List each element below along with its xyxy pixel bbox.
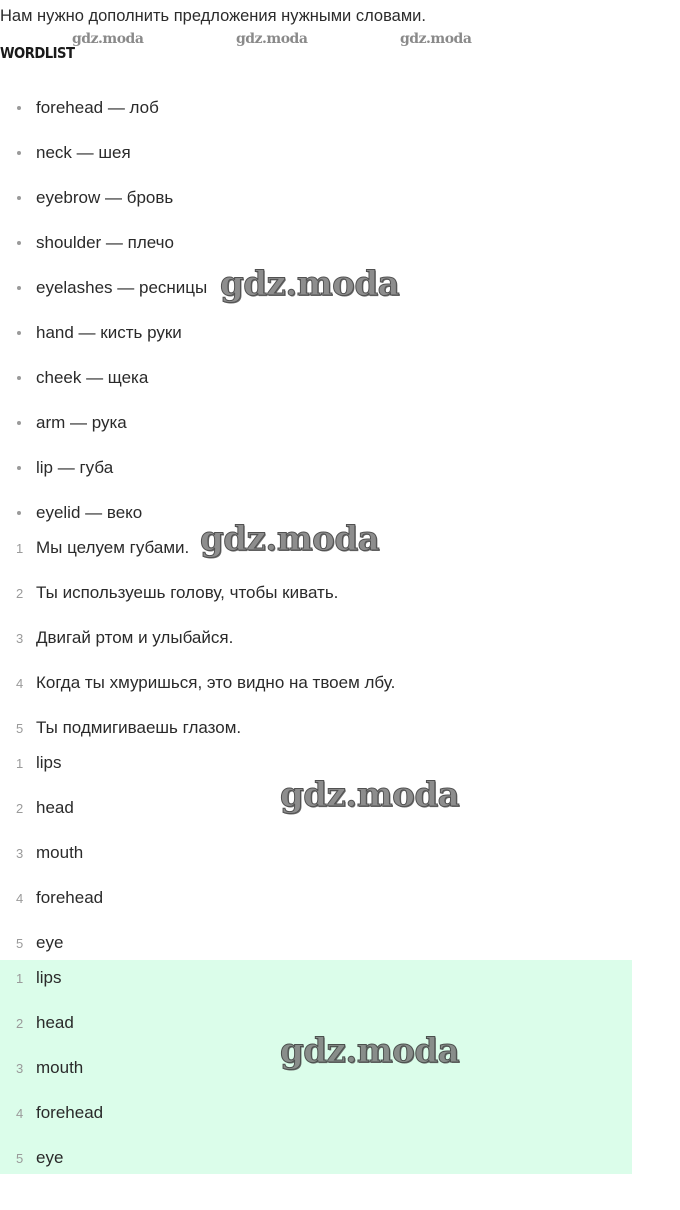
answer-item xyxy=(0,1147,103,1192)
watermark: gdz.moda xyxy=(280,1031,460,1071)
answer-text: eye xyxy=(36,1148,64,1167)
wordlist-item: eyebrow — бровь xyxy=(0,187,207,232)
sentence-text: Ты подмигиваешь глазом. xyxy=(36,718,242,737)
section-heading: WORDLIST xyxy=(0,44,75,62)
sentence-item xyxy=(0,627,395,672)
item-number: 4 xyxy=(16,891,24,906)
wordlist-item: forehead — лоб xyxy=(0,97,207,142)
answer-item xyxy=(0,1012,103,1057)
sentence-item xyxy=(0,582,395,627)
answer-text: forehead xyxy=(36,888,104,907)
wordlist-item: cheek — щека xyxy=(0,367,207,412)
answer-text: forehead xyxy=(36,1103,104,1122)
answer-item xyxy=(0,1102,103,1147)
item-number: 1 xyxy=(16,971,24,986)
wordlist-item: hand — кисть руки xyxy=(0,322,207,367)
answer-text: mouth xyxy=(36,1058,84,1077)
item-number: 2 xyxy=(16,1016,24,1031)
watermark: gdz.moda xyxy=(236,31,308,47)
item-number: 2 xyxy=(16,801,24,816)
sentence-text: Когда ты хмуришься, это видно на твоем лбу. xyxy=(36,673,396,692)
item-number: 3 xyxy=(16,631,24,646)
item-number: 3 xyxy=(16,846,24,861)
wordlist-item: neck — шея xyxy=(0,142,207,187)
sentence-text: Ты используешь голову, чтобы кивать. xyxy=(36,583,339,602)
watermark: gdz.moda xyxy=(200,519,380,559)
item-number: 1 xyxy=(16,541,24,556)
highlighted-answer-list xyxy=(0,967,103,1192)
answer-text: lips xyxy=(36,968,62,987)
sentence-text: Мы целуем губами. xyxy=(36,538,190,557)
answer-item xyxy=(0,797,103,842)
item-number: 5 xyxy=(16,721,24,736)
answer-item xyxy=(0,1057,103,1102)
watermark: gdz.moda xyxy=(280,775,460,815)
sentence-text: Двигай ртом и улыбайся. xyxy=(36,628,234,647)
item-number: 5 xyxy=(16,1151,24,1166)
sentence-list xyxy=(0,537,395,762)
answer-text: head xyxy=(36,1013,74,1032)
sentence-item xyxy=(0,672,395,717)
answer-text: lips xyxy=(36,753,62,772)
item-number: 5 xyxy=(16,936,24,951)
wordlist-item: eyelashes — ресницы xyxy=(0,277,207,322)
answer-item xyxy=(0,967,103,1012)
answer-item xyxy=(0,842,103,887)
item-number: 3 xyxy=(16,1061,24,1076)
answer-text: head xyxy=(36,798,74,817)
item-number: 4 xyxy=(16,676,24,691)
wordlist-item: shoulder — плечо xyxy=(0,232,207,277)
item-number: 1 xyxy=(16,756,24,771)
wordlist-item: lip — губа xyxy=(0,457,207,502)
watermark: gdz.moda xyxy=(220,264,400,304)
watermark: gdz.moda xyxy=(400,31,472,47)
answer-list xyxy=(0,752,103,977)
answer-item xyxy=(0,887,103,932)
wordlist-item: arm — рука xyxy=(0,412,207,457)
wordlist xyxy=(0,97,207,547)
watermark: gdz.moda xyxy=(72,31,144,47)
intro-text: Нам нужно дополнить предложения нужными словами. xyxy=(0,7,426,25)
item-number: 2 xyxy=(16,586,24,601)
wordlist-item: eyelid — веко xyxy=(0,502,207,547)
answer-item xyxy=(0,752,103,797)
answer-text: eye xyxy=(36,933,64,952)
answer-text: mouth xyxy=(36,843,84,862)
item-number: 4 xyxy=(16,1106,24,1121)
